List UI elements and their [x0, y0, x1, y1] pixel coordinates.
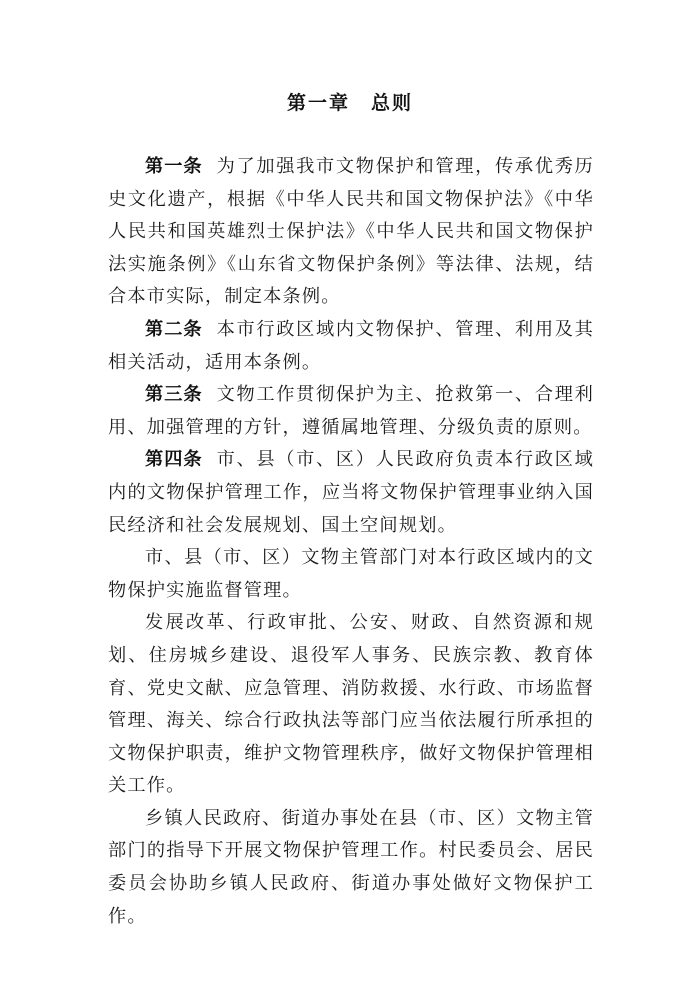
- article-text: 本市行政区域内文物保护、管理、利用及其相关活动，适用本条例。: [108, 318, 594, 373]
- article-number: 第四条: [145, 449, 203, 471]
- article-3: [108, 379, 594, 444]
- article-4-paragraph: 市、县（市、区）文物主管部门对本行政区域内的文物保护实施监督管理。: [108, 547, 594, 601]
- chapter-title: 第一章 总则: [286, 92, 413, 114]
- article-4-paragraph: 发展改革、行政审批、公安、财政、自然资源和规划、住房城乡建设、退役军人事务、民族宗教、教育体育、党史文献、应急管理、消防救援、水行政、市场监督管理、海关、综合行政执法等部门应当依法履行所承担的文物保护职责，维护文物管理秩序，做好文物保护管理相关工作。: [108, 612, 594, 797]
- article-number: 第三条: [145, 384, 203, 406]
- article-4-paragraph: 乡镇人民政府、街道办事处在县（市、区）文物主管部门的指导下开展文物保护管理工作。村民委员会、居民委员会协助乡镇人民政府、街道办事处做好文物保护工作。: [108, 807, 594, 927]
- document-body: [108, 151, 594, 933]
- article-1: [108, 151, 594, 314]
- article-number: 第二条: [145, 318, 203, 340]
- article-text: 市、县（市、区）人民政府负责本行政区域内的文物保护管理工作，应当将文物保护管理事业纳入国民经济和社会发展规划、国土空间规划。: [108, 449, 594, 536]
- article-4: [108, 444, 594, 542]
- article-number: 第一条: [145, 156, 203, 177]
- article-2: [108, 314, 594, 379]
- article-text: 为了加强我市文物保护和管理，传承优秀历史文化遗产，根据《中华人民共和国文物保护法》《中华人民共和国英雄烈士保护法》《中华人民共和国文物保护法实施条例》《山东省文物保护条例》等法律、法规，结合本市实际，制定本条例。: [108, 156, 594, 308]
- article-text: 文物工作贯彻保护为主、抢救第一、合理利用、加强管理的方针，遵循属地管理、分级负责的原则。: [108, 384, 594, 438]
